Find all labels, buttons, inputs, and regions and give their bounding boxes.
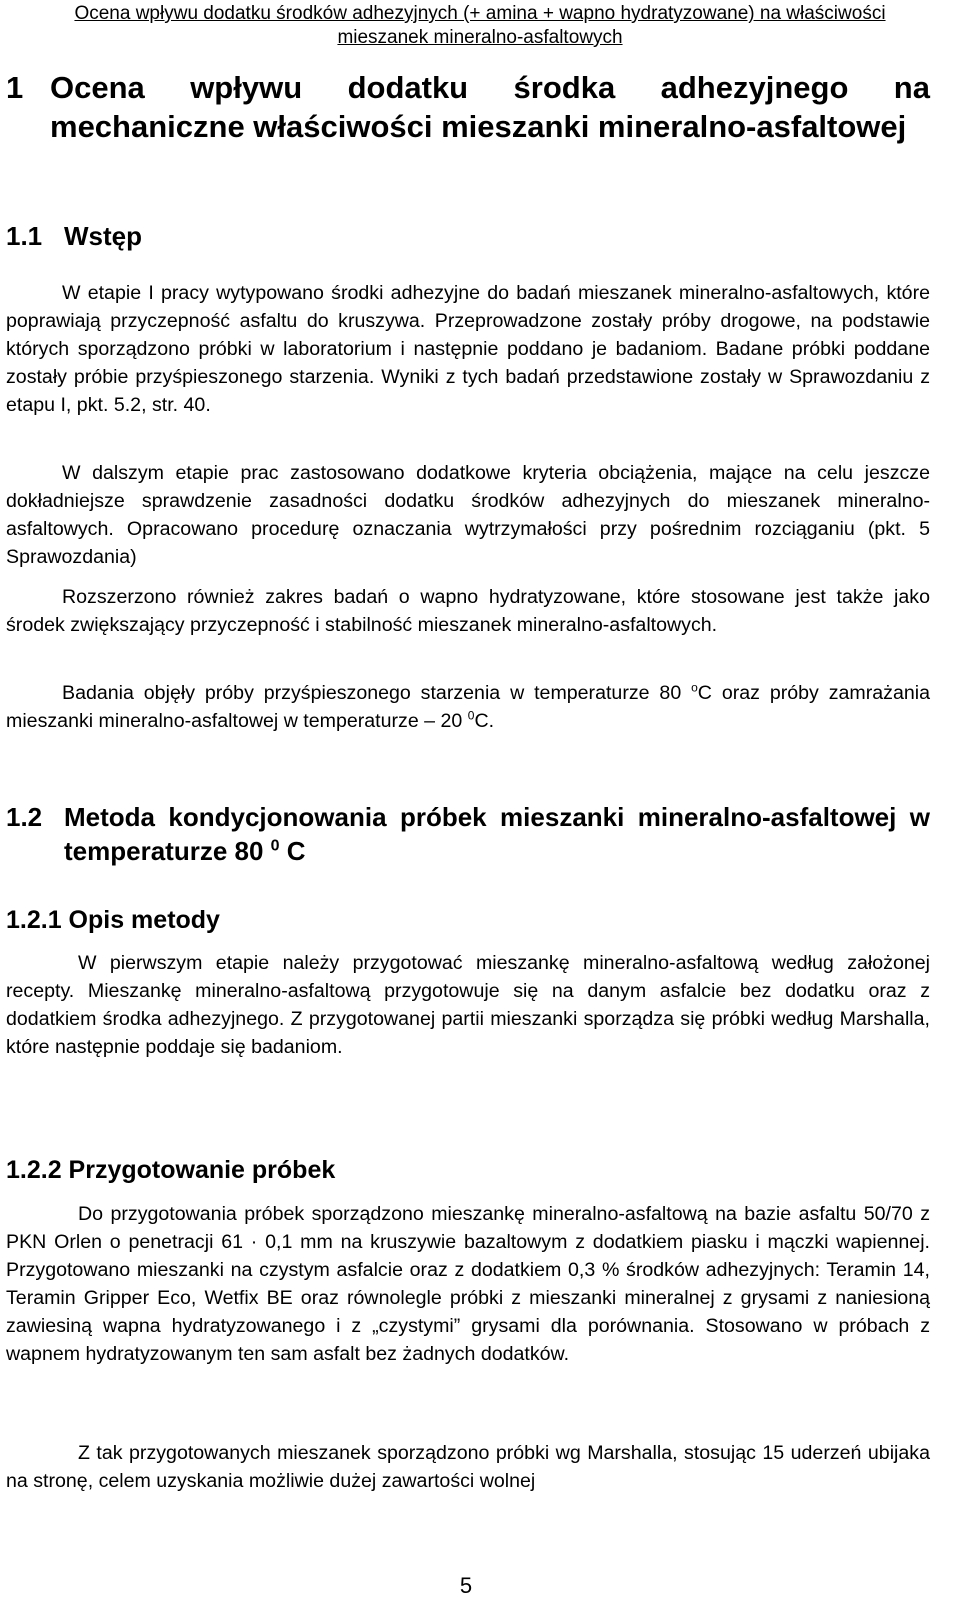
intro-paragraph-4-text-c: C. bbox=[474, 710, 495, 732]
preparation-paragraph-1 bbox=[6, 1200, 930, 1368]
section-1-2-number: 1.2 bbox=[6, 802, 43, 832]
running-header bbox=[0, 2, 960, 50]
section-1-2-title-superscript: 0 bbox=[270, 837, 280, 855]
intro-paragraph-2 bbox=[6, 459, 930, 571]
intro-paragraph-4 bbox=[6, 679, 930, 735]
method-paragraph bbox=[6, 949, 930, 1061]
section-1-2-title bbox=[64, 800, 930, 868]
section-1-1-title: Wstęp bbox=[64, 221, 142, 251]
section-1-1-number: 1.1 bbox=[6, 221, 43, 251]
intro-paragraph-3 bbox=[6, 583, 930, 639]
section-1-number: 1 bbox=[6, 70, 24, 105]
section-1-1-heading bbox=[6, 219, 930, 253]
degree-superscript-2: 0 bbox=[467, 708, 475, 723]
running-header-line-2: mieszanek mineralno-asfaltowych bbox=[337, 27, 623, 48]
preparation-paragraph-2-text: Z tak przygotowanych mieszanek sporządzono próbki wg Marshalla, stosując 15 uderzeń ubijaka na stronę, celem uzyskania możliwie dużej zawartości wolnej bbox=[6, 1442, 930, 1492]
page-number: 5 bbox=[459, 1573, 473, 1598]
intro-paragraph-3-text: Rozszerzono również zakres badań o wapno hydratyzowane, które stosowane jest także jako środek zwiększający przyczepność i stabilność mieszanek mineralno-asfaltowych. bbox=[6, 586, 930, 636]
section-1-2-2-heading: 1.2.2 Przygotowanie próbek bbox=[6, 1156, 336, 1184]
section-1-2-title-text: Metoda kondycjonowania próbek mieszanki mineralno-asfaltowej w temperaturze 80 bbox=[64, 802, 930, 866]
running-header-line-1: Ocena wpływu dodatku środków adhezyjnych (+ amina + wapno hydratyzowane) na właściwości bbox=[74, 3, 886, 24]
section-1-2-heading bbox=[6, 800, 930, 868]
intro-paragraph-1 bbox=[6, 279, 930, 419]
intro-paragraph-2-text: W dalszym etapie prac zastosowano dodatkowe kryteria obciążenia, mające na celu jeszcze dokładniejsze sprawdzenie zasadności dodatku środków adhezyjnych do mieszanek mineralno-asfaltowych. Opracowano procedurę oznaczania wytrzymałości przy pośrednim rozciąganiu (pkt. 5 Sprawozdania) bbox=[6, 462, 930, 568]
section-1-2-1-heading: 1.2.1 Opis metody bbox=[6, 906, 220, 934]
section-1-2-title-unit: C bbox=[279, 836, 306, 866]
section-1-title: Ocena wpływu dodatku środka adhezyjnego na mechaniczne właściwości mieszanki mineralno-asfaltowej bbox=[50, 70, 930, 144]
intro-paragraph-4-text-b: C oraz próby zamrażania mieszanki mineralno-asfaltowej w temperaturze – 20 bbox=[6, 682, 931, 732]
intro-paragraph-4-text-a: Badania objęły próby przyśpieszonego starzenia w temperaturze 80 bbox=[62, 682, 692, 704]
preparation-paragraph-2 bbox=[6, 1439, 930, 1495]
section-1-heading bbox=[6, 68, 930, 146]
intro-paragraph-1-text: W etapie I pracy wytypowano środki adhezyjne do badań mieszanek mineralno-asfaltowych, które poprawiają przyczepność asfaltu do kruszywa. Przeprowadzone zostały próby drogowe, na podstawie których sporządzono próbki w laboratorium i następnie poddano je badaniom. Badane próbki poddane zostały próbie przyśpieszonego starzenia. Wyniki z tych badań przedstawione zostały w Sprawozdaniu z etapu I, pkt. 5.2, str. 40. bbox=[6, 282, 930, 416]
degree-superscript: o bbox=[691, 680, 698, 695]
preparation-paragraph-1-text: Do przygotowania próbek sporządzono mieszankę mineralno-asfaltową na bazie asfaltu 50/70 z PKN Orlen o penetracji 61 · 0,1 mm na kruszywie bazaltowym z dodatkiem piasku i mączki wapiennej. Przygotowano mieszanki na czystym asfalcie oraz z dodatkiem 0,3 % środków adhezyjnych: Teramin 14, Teramin Gripper Eco, Wetfix BE oraz równolegle próbki z mieszanki mineralnej z grysami z naniesioną zawiesiną wapna hydratyzowanego i z „czystymi” grysami dla porównania. Stosowano w próbach z wapnem hydratyzowanym ten sam asfalt bez żadnych dodatków. bbox=[6, 1203, 930, 1365]
method-paragraph-text: W pierwszym etapie należy przygotować mieszankę mineralno-asfaltową według założonej recepty. Mieszankę mineralno-asfaltową przygotowuje się na danym asfalcie bez dodatku oraz z dodatkiem środka adhezyjnego. Z przygotowanej partii mieszanki sporządza się próbki według Marshalla, które następnie poddaje się badaniom. bbox=[6, 952, 930, 1058]
